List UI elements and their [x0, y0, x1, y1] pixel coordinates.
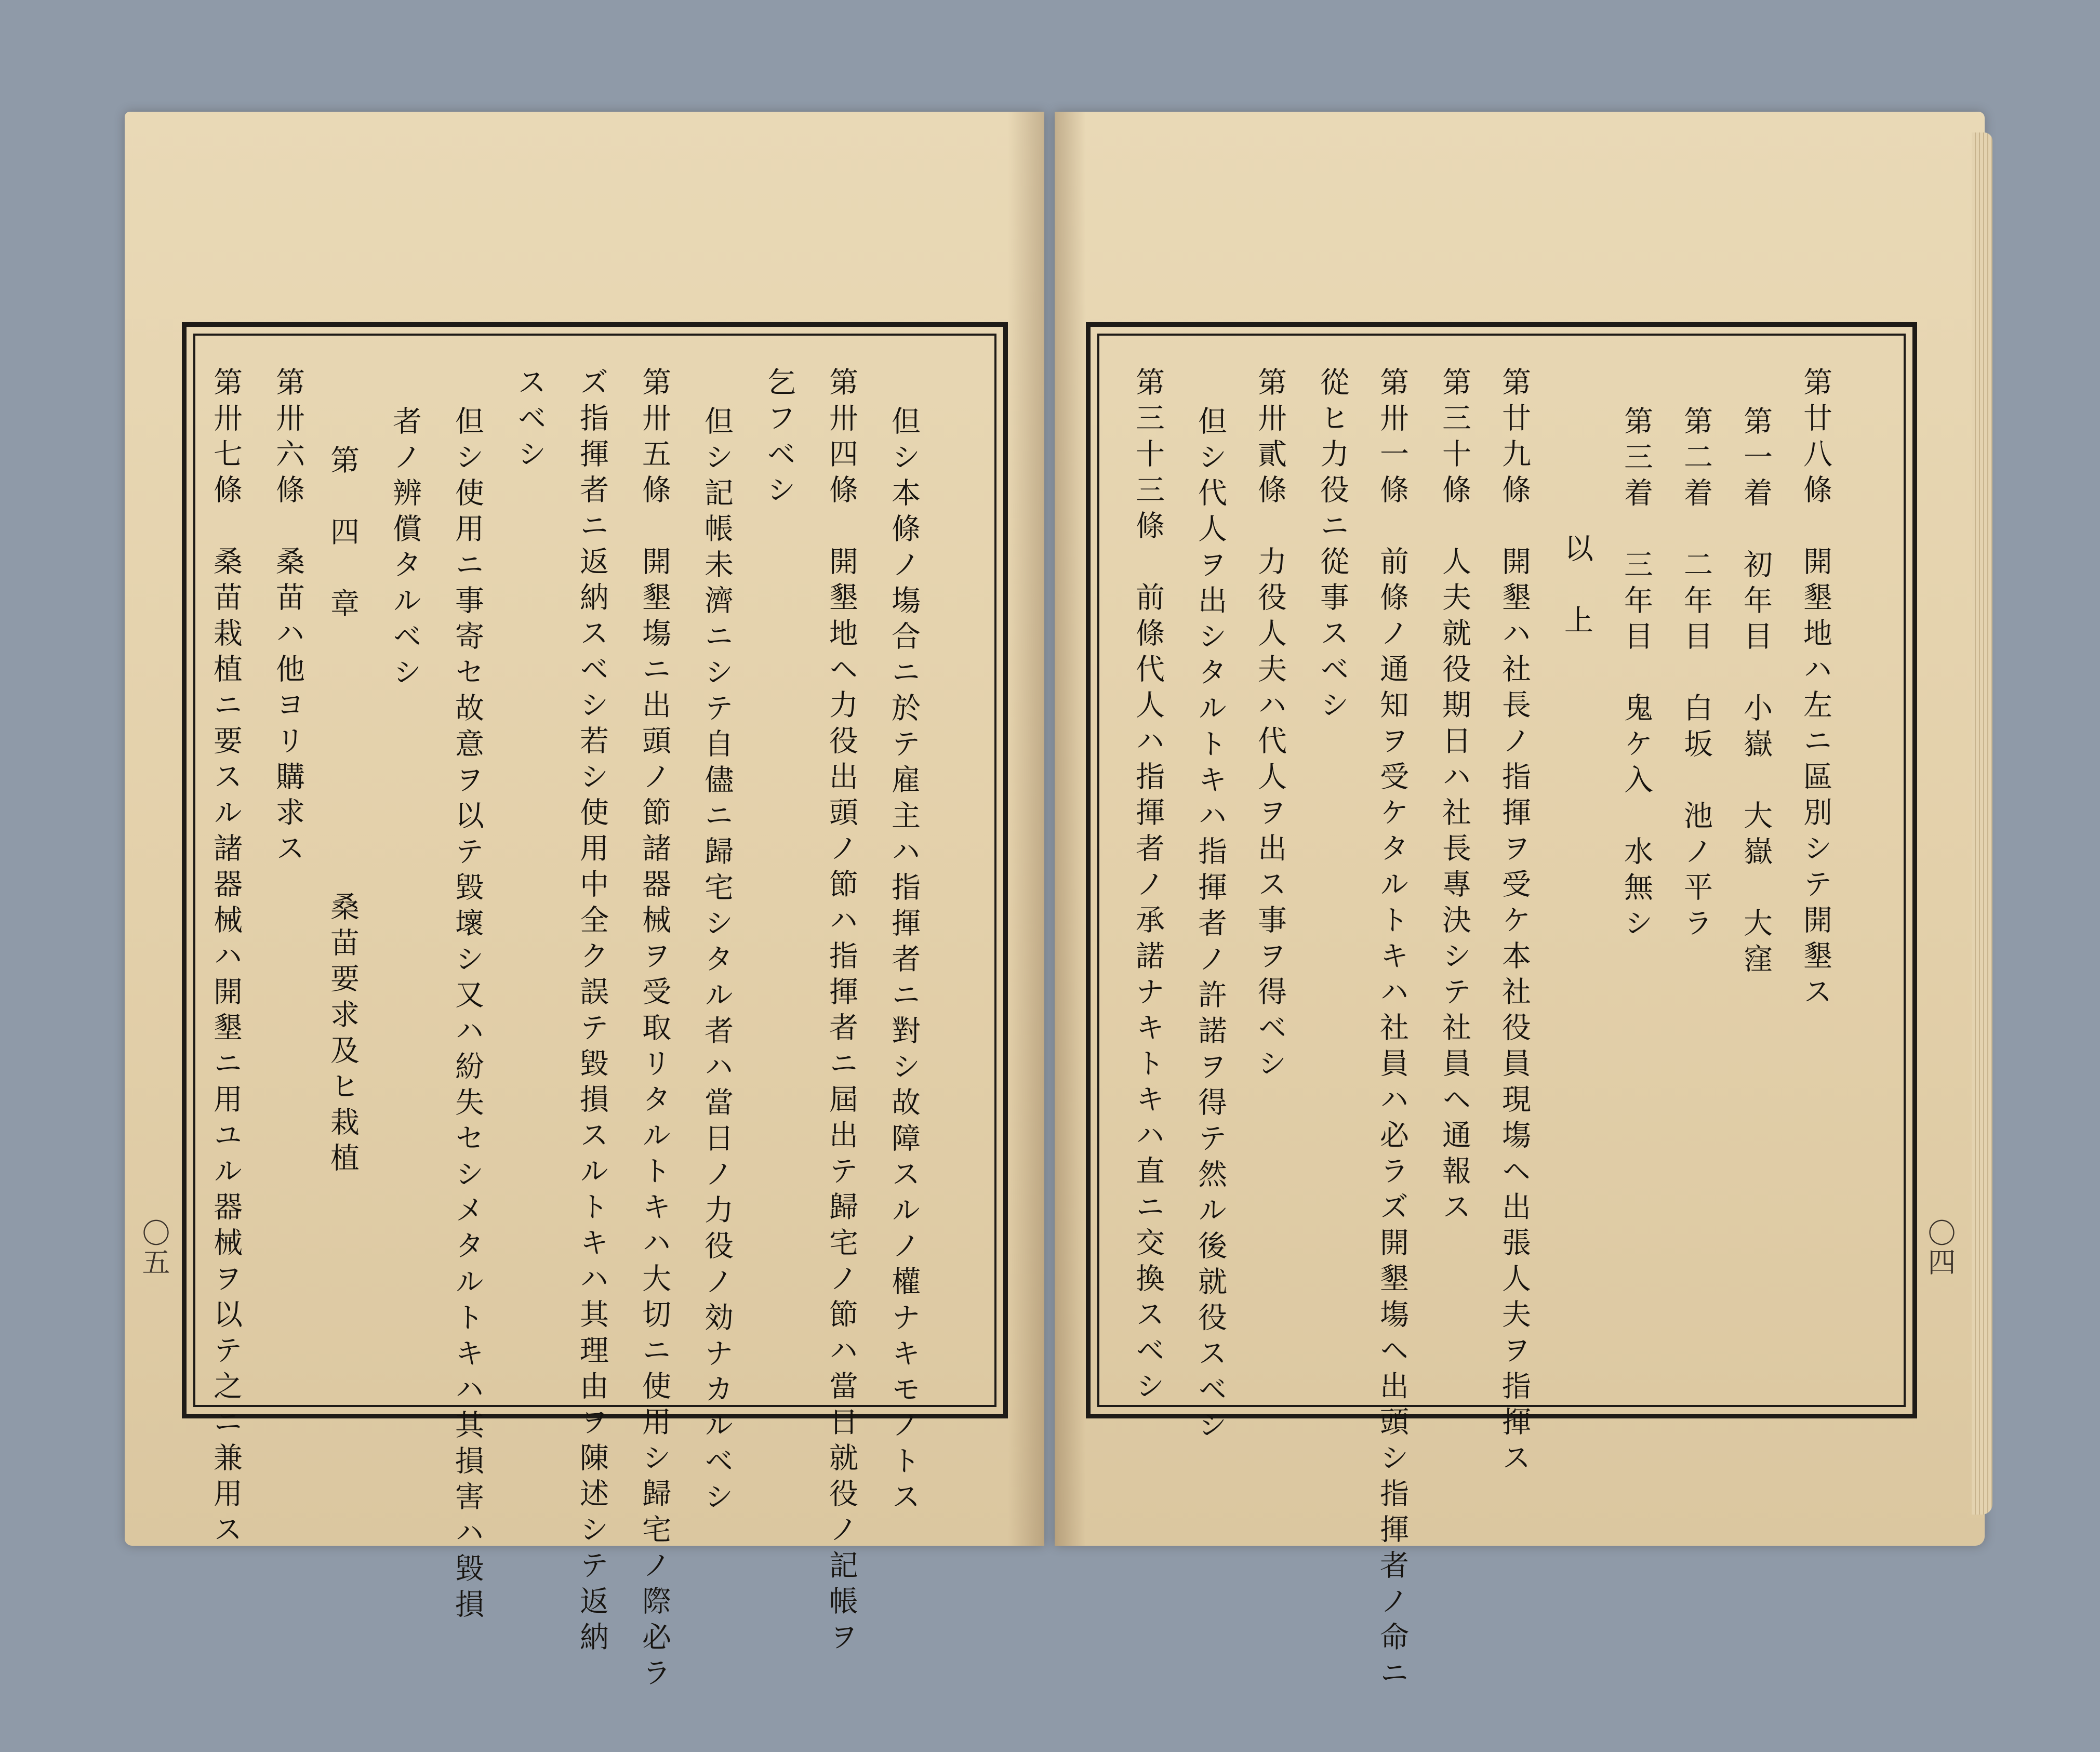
- page-number-left: 〇五: [138, 1218, 170, 1277]
- text-line: 第三十條 人夫就役期日ハ社長專決シテ社員ヘ通報ス: [1438, 367, 1471, 1227]
- text-line: 第卅七條 桑苗栽植ニ要スル諸器械ハ開墾ニ用ユル器械ヲ以テ之ニ兼用ス: [209, 367, 243, 1550]
- text-line: 但シ本條ノ塲合ニ於テ雇主ハ指揮者ニ對シ故障スルノ權ナキモノトス: [887, 406, 921, 1517]
- text-line: 第三着 三年目 鬼ケ入 水無シ: [1619, 406, 1653, 944]
- text-line: 第卅五條 開墾塲ニ出頭ノ節諸器械ヲ受取リタルトキハ大切ニ使用シ歸宅ノ際必ラ: [637, 367, 671, 1693]
- text-line: 但シ記帳未濟ニシテ自儘ニ歸宅シタル者ハ當日ノ力役ノ効ナカルベシ: [700, 406, 734, 1517]
- text-line: ズ指揮者ニ返納スベシ若シ使用中全ク誤テ毀損スルトキハ其理由ヲ陳述シテ返納: [575, 367, 609, 1657]
- text-line: 第卅貳條 力役人夫ハ代人ヲ出ス事ヲ得ベシ: [1253, 367, 1287, 1084]
- text-line: 但シ代人ヲ出シタルトキハ指揮者ノ許諾ヲ得テ然ル後就役スベシ: [1193, 406, 1227, 1445]
- right-text-frame: [1086, 322, 1917, 1693]
- text-line: スベシ: [513, 367, 547, 474]
- chapter-heading: 第 四 章: [326, 445, 360, 624]
- left-text-frame: [182, 322, 1008, 1693]
- text-line: 第卅四條 開墾地ヘ力役出頭ノ節ハ指揮者ニ屆出テ歸宅ノ節ハ當日就役ノ記帳ヲ: [825, 367, 858, 1657]
- text-line: 乞フベシ: [762, 367, 796, 510]
- text-line: 第二着 二年目 白坂 池ノ平ラ: [1679, 406, 1713, 944]
- text-line: 但シ使用ニ事寄セ故意ヲ以テ毀壞シ又ハ紛失セシメタルトキハ其損害ハ毀損: [450, 406, 484, 1625]
- text-line: 第卅六條 桑苗ハ他ヨリ購求ス: [271, 367, 305, 869]
- text-line: 第三十三條 前條代人ハ指揮者ノ承諾ナキトキハ直ニ交換スベシ: [1131, 367, 1165, 1406]
- open-book: [125, 112, 1985, 1693]
- text-line: 第卅一條 前條ノ通知ヲ受ケタルトキハ社員ハ必ラズ開墾塲ヘ出頭シ指揮者ノ命ニ: [1375, 367, 1409, 1693]
- text-line: 以 上: [1560, 533, 1593, 641]
- text-line: 從ヒ力役ニ從事スベシ: [1315, 367, 1349, 725]
- page-edges: [1972, 132, 1992, 1515]
- text-line: 者ノ辨償タルベシ: [388, 406, 422, 693]
- text-line: 第一着 初年目 小嶽 大嶽 大窪: [1739, 406, 1773, 979]
- text-line: 第廿九條 開墾ハ社長ノ指揮ヲ受ケ本社役員現塲ヘ出張人夫ヲ指揮ス: [1497, 367, 1531, 1478]
- text-line: 第廿八條 開墾地ハ左ニ區別シテ開墾ス: [1799, 367, 1832, 1012]
- page-number-right: 〇四: [1923, 1218, 1956, 1277]
- chapter-title: 桑苗要求及ヒ栽植: [326, 892, 360, 1178]
